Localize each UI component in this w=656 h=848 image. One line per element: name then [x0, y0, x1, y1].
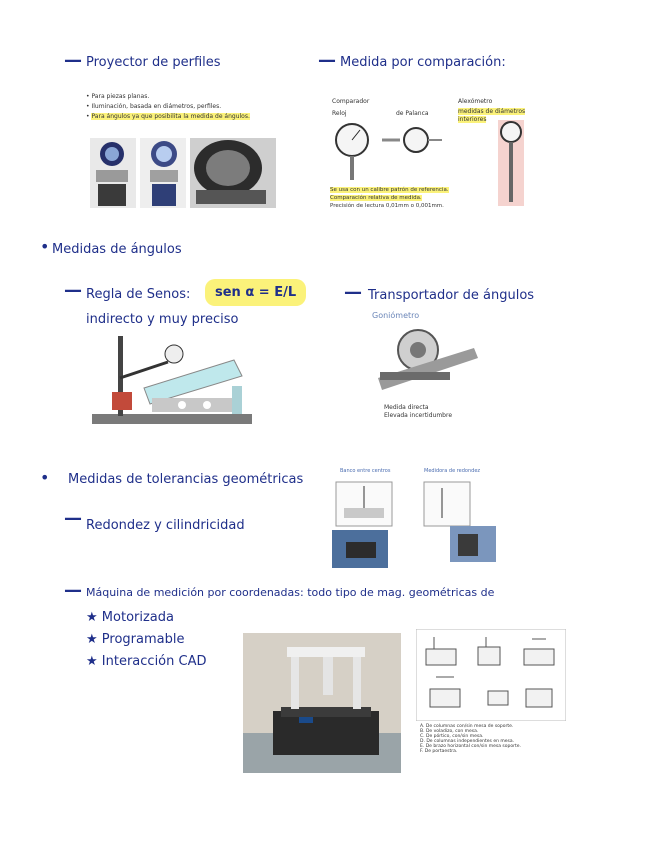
fig2-label: Medidora de redondez: [424, 468, 481, 474]
caption-line: A. De columnas con/sin mesa de soporte.: [420, 724, 514, 729]
projector-photos: [88, 134, 278, 210]
note: Comparación relativa de medida.: [330, 195, 422, 201]
goniometer-notes: [384, 404, 452, 420]
caption-line: D. De columnas independientes en mesa.: [420, 739, 515, 744]
feature-programable: ★ Programable: [86, 632, 185, 647]
fig1-label: Banco entre centros: [340, 468, 391, 474]
tolerance-heading: Medidas de tolerancias geométricas: [68, 472, 304, 487]
angles-heading: Medidas de ángulos: [52, 242, 182, 257]
note: Precisión de lectura 0,01mm o 0,001mm.: [330, 203, 444, 209]
projector-title: Proyector de perfiles: [86, 55, 221, 70]
goniometer-image: [378, 328, 478, 394]
note: Elevada incertidumbre: [384, 412, 453, 419]
note: Medida directa: [384, 404, 429, 411]
sine-subtitle: indirecto y muy preciso: [86, 312, 239, 327]
sine-bar-diagram: [92, 330, 252, 430]
dash-mark: —: [64, 280, 82, 301]
sine-bar-title: Regla de Senos:: [86, 287, 191, 302]
cmm-types-diagram: [416, 629, 566, 721]
bullet-dot: •: [40, 237, 50, 256]
caption-line: F. De portaestra.: [420, 749, 458, 754]
cmm-types-caption: [420, 724, 521, 754]
label-alexometro-note: medidas de diámetros interiores: [458, 108, 526, 123]
dash-mark: —: [64, 50, 82, 71]
dash-mark: —: [64, 580, 82, 601]
note: • Para ángulos ya que posibilita la medida de ángulos.: [86, 113, 250, 120]
cmm-photo: [243, 633, 401, 773]
dash-mark: —: [318, 50, 336, 71]
tolerance-images: [332, 478, 502, 570]
roundness-title: Redondez y cilindricidad: [86, 518, 245, 533]
feature-motorizada: ★ Motorizada: [86, 610, 174, 625]
sine-formula: sen α = E/L: [205, 279, 306, 306]
goniometer-label: Goniómetro: [372, 311, 420, 320]
cmm-title: Máquina de medición por coordenadas: todo tipo de mag. geométricas de: [86, 586, 495, 599]
projector-notes: [86, 92, 250, 122]
note: • Iluminación, basada en diámetros, perfiles.: [86, 103, 222, 110]
dash-mark: —: [64, 508, 82, 529]
note: • Para piezas planas.: [86, 93, 150, 100]
protractor-title: Transportador de ángulos: [368, 288, 535, 303]
comparison-title: Medida por comparación:: [340, 55, 506, 70]
bullet-dot: •: [40, 468, 50, 487]
dash-mark: —: [344, 282, 362, 303]
caption-line: E. De brazo horizontal con/sin mesa soporte.: [420, 744, 521, 749]
label-palanca: de Palanca: [396, 110, 429, 117]
comparison-notes: [330, 186, 449, 210]
feature-cad: ★ Interacción CAD: [86, 654, 207, 669]
label-comparador: Comparador: [332, 98, 370, 105]
note: Se usa con un calibre patrón de referencia.: [330, 187, 449, 193]
label-alexometro: Alexómetro: [458, 98, 493, 105]
caption-line: C. De pórtico, con/sin mesa.: [420, 734, 484, 739]
caption-line: B. De voladizo, con mesa.: [420, 729, 479, 734]
label-reloj: Reloj: [332, 110, 347, 117]
